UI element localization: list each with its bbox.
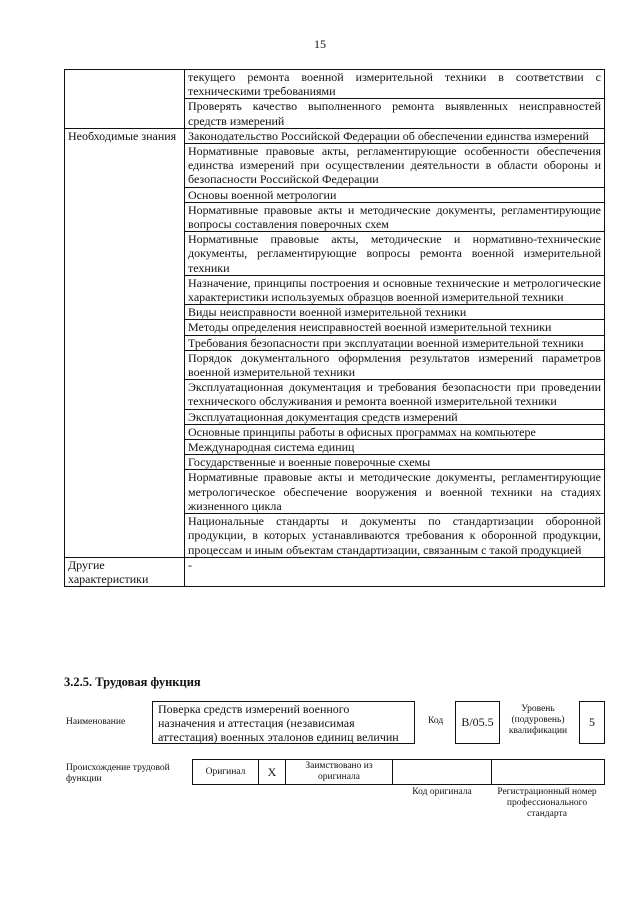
origin-reg-cell <box>491 759 605 785</box>
level-box <box>579 701 605 744</box>
row-item: Порядок документального оформления результатов измерений параметров военной измерительной техники <box>185 350 605 379</box>
level-label: Уровень (подуровень) квалификации <box>508 704 568 736</box>
row-item: текущего ремонта военной измерительной техники в соответствии с техническими требованиями <box>185 70 605 99</box>
borrowed-label: Заимствовано из оригинала <box>305 761 373 782</box>
function-name-box <box>152 701 415 744</box>
row-item: Эксплуатационная документация средств измерений <box>185 409 605 424</box>
row-item: Методы определения неисправностей военной измерительной техники <box>185 320 605 335</box>
row-item: Нормативные правовые акты, регламентирующие особенности обеспечения единства измерений при осуществлении деятельности в области обороны и безопасности Российской Федерации <box>185 144 605 188</box>
row-item: Основные принципы работы в офисных программах на компьютере <box>185 424 605 439</box>
original-label: Оригинал <box>205 767 246 777</box>
row-label: Необходимые знания <box>65 128 185 557</box>
row-item: Нормативные правовые акты и методические документы, регламентирующие метрологическое обеспечение вооружения и военной техники на стадиях жизненного цикла <box>185 470 605 514</box>
origin-original-cell <box>192 759 259 785</box>
row-item: - <box>185 557 605 586</box>
origin-mark-cell <box>258 759 286 785</box>
row-item: Проверять качество выполненного ремонта выявленных неисправностей средств измерений <box>185 99 605 128</box>
reg-number-caption: Регистрационный номер профессионального стандарта <box>497 787 597 819</box>
name-label: Наименование <box>66 717 126 727</box>
row-item: Основы военной метрологии <box>185 187 605 202</box>
original-mark: X <box>267 765 277 779</box>
row-item: Нормативные правовые акты и методические документы, регламентирующие вопросы составления поверочных схем <box>185 202 605 231</box>
row-item: Виды неисправности военной измерительной техники <box>185 305 605 320</box>
table-row <box>65 128 605 143</box>
row-item: Требования безопасности при эксплуатации военной измерительной техники <box>185 335 605 350</box>
page-number: 15 <box>314 37 326 51</box>
origin-code-cell <box>392 759 492 785</box>
code-original-caption: Код оригинала <box>412 787 472 797</box>
row-label <box>65 70 185 129</box>
origin-label: Происхождение трудовой функции <box>66 763 170 784</box>
row-label: Другие характеристики <box>65 557 185 586</box>
function-name-value: Поверка средств измерений военного назначения и аттестация (независимая аттестация) военных эталонов единиц величин <box>158 702 399 744</box>
row-item: Национальные стандарты и документы по стандартизации оборонной продукции, в которых устанавливаются требования к оборонной продукции, процессам и иным объектам стандартизации, связанным с такой продукцией <box>185 514 605 558</box>
requirements-table <box>64 69 605 587</box>
level-value: 5 <box>589 715 595 729</box>
code-box <box>455 701 500 744</box>
code-label: Код <box>428 716 444 726</box>
row-item: Государственные и военные поверочные схемы <box>185 455 605 470</box>
table-row <box>65 557 605 586</box>
row-item: Эксплуатационная документация и требования безопасности при проведении технического обслуживания и ремонта военной измерительной техники <box>185 380 605 409</box>
section-title: 3.2.5. Трудовая функция <box>64 675 201 689</box>
origin-borrowed-cell <box>285 759 393 785</box>
row-item: Нормативные правовые акты, методические и нормативно-технические документы, регламентирующие вопросы ремонта военной измерительной техники <box>185 232 605 276</box>
row-item: Международная система единиц <box>185 440 605 455</box>
row-item: Законодательство Российской Федерации об обеспечении единства измерений <box>185 128 605 143</box>
code-value: B/05.5 <box>461 715 494 729</box>
table-row <box>65 70 605 99</box>
row-item: Назначение, принципы построения и основные технические и метрологические характеристики используемых образцов военной измерительной техники <box>185 275 605 304</box>
